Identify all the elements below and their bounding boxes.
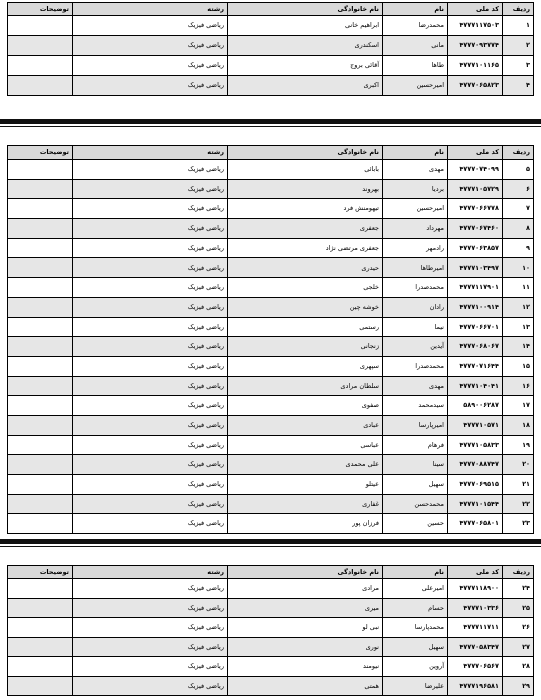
- cell-major: ریاضی فیزیک: [73, 160, 228, 180]
- cell-notes: [8, 618, 73, 638]
- cell-family: میری: [228, 598, 383, 618]
- table-header-row: [8, 3, 534, 16]
- table-row: [8, 317, 534, 337]
- cell-family: بهروند: [228, 179, 383, 199]
- page-divider: [0, 119, 541, 124]
- cell-row-number: ۷: [503, 199, 534, 219]
- cell-notes: [8, 676, 73, 696]
- cell-national-id: ۴۷۷۷۰۹۳۷۷۴: [448, 36, 503, 56]
- cell-family: عیتلو: [228, 475, 383, 495]
- cell-national-id: ۴۷۷۷۰۶۷۴۶۰: [448, 219, 503, 239]
- table-row: [8, 415, 534, 435]
- cell-major: ریاضی فیزیک: [73, 36, 228, 56]
- cell-name: مانی: [383, 36, 448, 56]
- cell-name: بردیا: [383, 179, 448, 199]
- roster-table-1: [7, 2, 534, 96]
- cell-national-id: ۴۷۷۷۱۱۷۹۰۱: [448, 278, 503, 298]
- cell-row-number: ۲۶: [503, 618, 534, 638]
- cell-major: ریاضی فیزیک: [73, 475, 228, 495]
- table-row: [8, 16, 534, 36]
- cell-notes: [8, 317, 73, 337]
- cell-notes: [8, 160, 73, 180]
- cell-family: تیهومنش فرد: [228, 199, 383, 219]
- table-row: [8, 297, 534, 317]
- cell-notes: [8, 356, 73, 376]
- cell-national-id: ۴۷۷۷۱۱۷۵۰۳: [448, 16, 503, 36]
- cell-national-id: ۴۷۷۷۰۷۱۶۴۴: [448, 356, 503, 376]
- cell-name: امیرحسین: [383, 76, 448, 96]
- cell-major: ریاضی فیزیک: [73, 618, 228, 638]
- cell-notes: [8, 475, 73, 495]
- table-body: [8, 160, 534, 534]
- cell-family: رستمی: [228, 317, 383, 337]
- table-row: [8, 258, 534, 278]
- cell-family: خوشه چین: [228, 297, 383, 317]
- cell-name: سهیل: [383, 637, 448, 657]
- cell-major: ریاضی فیزیک: [73, 278, 228, 298]
- cell-row-number: ۲۷: [503, 637, 534, 657]
- table-row: [8, 356, 534, 376]
- header-row-number: ردیف: [503, 146, 534, 160]
- cell-family: همتی: [228, 676, 383, 696]
- cell-major: ریاضی فیزیک: [73, 396, 228, 416]
- cell-family: عبادی: [228, 415, 383, 435]
- cell-family: آقائی بروج: [228, 56, 383, 76]
- cell-notes: [8, 435, 73, 455]
- cell-major: ریاضی فیزیک: [73, 455, 228, 475]
- cell-national-id: ۴۷۷۷۰۶۶۷۰۱: [448, 317, 503, 337]
- cell-row-number: ۶: [503, 179, 534, 199]
- cell-family: عباسی: [228, 435, 383, 455]
- header-family: نام خانوادگی: [228, 146, 383, 160]
- cell-major: ریاضی فیزیک: [73, 494, 228, 514]
- cell-major: ریاضی فیزیک: [73, 356, 228, 376]
- cell-major: ریاضی فیزیک: [73, 179, 228, 199]
- cell-name: محمدحسن: [383, 494, 448, 514]
- cell-row-number: ۱۰: [503, 258, 534, 278]
- header-national-id: کد ملی: [448, 566, 503, 579]
- cell-family: بابائی: [228, 160, 383, 180]
- cell-national-id: ۴۷۷۷۱۰۳۳۶: [448, 598, 503, 618]
- cell-name: محمدصدرا: [383, 278, 448, 298]
- cell-notes: [8, 56, 73, 76]
- cell-row-number: ۱۷: [503, 396, 534, 416]
- cell-name: طاها: [383, 56, 448, 76]
- cell-row-number: ۱۳: [503, 317, 534, 337]
- table-row: [8, 514, 534, 534]
- cell-notes: [8, 494, 73, 514]
- cell-major: ریاضی فیزیک: [73, 579, 228, 599]
- cell-row-number: ۳: [503, 56, 534, 76]
- cell-name: امیرطاها: [383, 258, 448, 278]
- cell-major: ریاضی فیزیک: [73, 657, 228, 677]
- header-notes: توضیحات: [8, 3, 73, 16]
- cell-national-id: ۴۷۷۷۱۹۶۵۸۱: [448, 676, 503, 696]
- cell-name: آیدین: [383, 337, 448, 357]
- header-major: رشته: [73, 566, 228, 579]
- table-row: [8, 579, 534, 599]
- cell-name: سینا: [383, 455, 448, 475]
- table-row: [8, 179, 534, 199]
- cell-national-id: ۴۷۷۷۱۰۱۵۴۴: [448, 494, 503, 514]
- cell-national-id: ۴۷۷۷۱۰۵۷۱: [448, 415, 503, 435]
- cell-notes: [8, 219, 73, 239]
- cell-major: ریاضی فیزیک: [73, 258, 228, 278]
- header-national-id: کد ملی: [448, 3, 503, 16]
- cell-name: حسام: [383, 598, 448, 618]
- cell-row-number: ۵: [503, 160, 534, 180]
- cell-family: مرادی: [228, 579, 383, 599]
- cell-national-id: ۴۷۷۷۰۵۸۳۴۷: [448, 637, 503, 657]
- cell-family: زنجانی: [228, 337, 383, 357]
- table-row: [8, 160, 534, 180]
- table-row: [8, 337, 534, 357]
- cell-major: ریاضی فیزیک: [73, 598, 228, 618]
- cell-family: غفاری: [228, 494, 383, 514]
- header-name: نام: [383, 566, 448, 579]
- cell-family: سپهری: [228, 356, 383, 376]
- cell-row-number: ۲۱: [503, 475, 534, 495]
- cell-name: امیرپارسا: [383, 415, 448, 435]
- table-row: [8, 598, 534, 618]
- cell-family: جعفری: [228, 219, 383, 239]
- cell-national-id: ۴۷۷۷۱۱۸۹۰۰: [448, 579, 503, 599]
- cell-family: ابراهیم خانی: [228, 16, 383, 36]
- cell-national-id: ۴۷۷۷۱۰۰۹۱۴: [448, 297, 503, 317]
- table-row: [8, 376, 534, 396]
- cell-row-number: ۱۶: [503, 376, 534, 396]
- cell-row-number: ۱۵: [503, 356, 534, 376]
- table-row: [8, 278, 534, 298]
- table-header-row: [8, 146, 534, 160]
- cell-family: علی محمدی: [228, 455, 383, 475]
- cell-national-id: ۴۷۷۷۱۰۵۷۲۹: [448, 179, 503, 199]
- cell-family: خلجی: [228, 278, 383, 298]
- cell-national-id: ۵۸۹۰۰۶۲۸۷: [448, 396, 503, 416]
- header-major: رشته: [73, 3, 228, 16]
- header-row-number: ردیف: [503, 566, 534, 579]
- cell-name: سهیل: [383, 475, 448, 495]
- cell-row-number: ۱۲: [503, 297, 534, 317]
- header-row-number: ردیف: [503, 3, 534, 16]
- cell-name: علیرضا: [383, 676, 448, 696]
- cell-national-id: ۴۷۷۷۰۶۵۶۷: [448, 657, 503, 677]
- cell-notes: [8, 199, 73, 219]
- cell-notes: [8, 514, 73, 534]
- cell-notes: [8, 337, 73, 357]
- cell-notes: [8, 297, 73, 317]
- cell-notes: [8, 598, 73, 618]
- cell-row-number: ۱۱: [503, 278, 534, 298]
- cell-row-number: ۱۴: [503, 337, 534, 357]
- cell-national-id: ۴۷۷۷۰۶۵۸۲۳: [448, 76, 503, 96]
- table-row: [8, 219, 534, 239]
- table-body: [8, 579, 534, 696]
- cell-family: اسکندری: [228, 36, 383, 56]
- page-divider-thin: [0, 126, 541, 127]
- table-row: [8, 657, 534, 677]
- cell-major: ریاضی فیزیک: [73, 76, 228, 96]
- cell-national-id: ۴۷۷۷۰۷۴۰۹۹: [448, 160, 503, 180]
- cell-national-id: ۴۷۷۷۰۶۳۸۵۷: [448, 238, 503, 258]
- cell-national-id: ۴۷۷۷۰۶۹۵۱۵: [448, 475, 503, 495]
- page-divider: [0, 539, 541, 544]
- cell-notes: [8, 258, 73, 278]
- cell-notes: [8, 36, 73, 56]
- cell-row-number: ۴: [503, 76, 534, 96]
- cell-name: مهدی: [383, 160, 448, 180]
- cell-row-number: ۲: [503, 36, 534, 56]
- roster-table-3: [7, 565, 534, 696]
- cell-family: جعفری مرتضی نژاد: [228, 238, 383, 258]
- cell-name: امیرحسین: [383, 199, 448, 219]
- cell-family: فرزان پور: [228, 514, 383, 534]
- cell-row-number: ۲۸: [503, 657, 534, 677]
- cell-name: مهرداد: [383, 219, 448, 239]
- cell-family: صفوی: [228, 396, 383, 416]
- cell-major: ریاضی فیزیک: [73, 337, 228, 357]
- cell-national-id: ۴۷۷۷۰۶۵۸۰۱: [448, 514, 503, 534]
- header-family: نام خانوادگی: [228, 566, 383, 579]
- table-body: [8, 16, 534, 96]
- cell-major: ریاضی فیزیک: [73, 317, 228, 337]
- cell-name: مهدی: [383, 376, 448, 396]
- cell-national-id: ۴۷۷۷۱۰۵۸۳۳: [448, 435, 503, 455]
- cell-row-number: ۲۰: [503, 455, 534, 475]
- header-name: نام: [383, 146, 448, 160]
- cell-major: ریاضی فیزیک: [73, 199, 228, 219]
- cell-row-number: ۲۵: [503, 598, 534, 618]
- cell-major: ریاضی فیزیک: [73, 376, 228, 396]
- cell-notes: [8, 396, 73, 416]
- cell-national-id: ۴۷۷۷۱۰۱۱۶۵: [448, 56, 503, 76]
- cell-major: ریاضی فیزیک: [73, 415, 228, 435]
- cell-notes: [8, 455, 73, 475]
- table-row: [8, 435, 534, 455]
- cell-name: امیرعلی: [383, 579, 448, 599]
- table-row: [8, 199, 534, 219]
- table-row: [8, 618, 534, 638]
- cell-notes: [8, 376, 73, 396]
- cell-major: ریاضی فیزیک: [73, 637, 228, 657]
- cell-row-number: ۲۳: [503, 514, 534, 534]
- cell-name: محمدپارسا: [383, 618, 448, 638]
- cell-notes: [8, 415, 73, 435]
- cell-major: ریاضی فیزیک: [73, 514, 228, 534]
- cell-name: نیما: [383, 317, 448, 337]
- table-row: [8, 36, 534, 56]
- cell-notes: [8, 657, 73, 677]
- cell-national-id: ۴۷۷۷۱۰۴۰۴۱: [448, 376, 503, 396]
- cell-notes: [8, 16, 73, 36]
- cell-major: ریاضی فیزیک: [73, 297, 228, 317]
- header-notes: توضیحات: [8, 146, 73, 160]
- table-header-row: [8, 566, 534, 579]
- cell-notes: [8, 179, 73, 199]
- cell-major: ریاضی فیزیک: [73, 435, 228, 455]
- table-row: [8, 238, 534, 258]
- cell-family: نوری: [228, 637, 383, 657]
- page-divider-thin: [0, 546, 541, 547]
- cell-row-number: ۱۸: [503, 415, 534, 435]
- cell-major: ریاضی فیزیک: [73, 219, 228, 239]
- cell-national-id: ۴۷۷۷۰۶۶۷۷۸: [448, 199, 503, 219]
- cell-national-id: ۴۷۷۷۰۶۸۰۶۷: [448, 337, 503, 357]
- cell-notes: [8, 579, 73, 599]
- cell-name: رادمهر: [383, 238, 448, 258]
- header-national-id: کد ملی: [448, 146, 503, 160]
- table-row: [8, 676, 534, 696]
- header-notes: توضیحات: [8, 566, 73, 579]
- header-name: نام: [383, 3, 448, 16]
- cell-name: سیدمحمد: [383, 396, 448, 416]
- cell-row-number: ۹: [503, 238, 534, 258]
- cell-family: سلطان مرادی: [228, 376, 383, 396]
- table-row: [8, 494, 534, 514]
- header-family: نام خانوادگی: [228, 3, 383, 16]
- cell-row-number: ۱۹: [503, 435, 534, 455]
- cell-row-number: ۲۴: [503, 579, 534, 599]
- cell-family: نبی لو: [228, 618, 383, 638]
- cell-name: محمدصدرا: [383, 356, 448, 376]
- roster-table-2: [7, 145, 534, 534]
- cell-major: ریاضی فیزیک: [73, 56, 228, 76]
- table-row: [8, 396, 534, 416]
- cell-major: ریاضی فیزیک: [73, 676, 228, 696]
- cell-row-number: ۱: [503, 16, 534, 36]
- cell-name: حسین: [383, 514, 448, 534]
- table-row: [8, 76, 534, 96]
- cell-notes: [8, 637, 73, 657]
- cell-national-id: ۴۷۷۷۱۰۳۴۹۷: [448, 258, 503, 278]
- cell-name: آروین: [383, 657, 448, 677]
- table-row: [8, 455, 534, 475]
- cell-national-id: ۴۷۷۷۰۸۸۷۴۷: [448, 455, 503, 475]
- cell-row-number: ۲۲: [503, 494, 534, 514]
- cell-family: نیومند: [228, 657, 383, 677]
- cell-name: محمدرضا: [383, 16, 448, 36]
- cell-row-number: ۲۹: [503, 676, 534, 696]
- cell-name: رادان: [383, 297, 448, 317]
- cell-name: فرهام: [383, 435, 448, 455]
- table-row: [8, 475, 534, 495]
- cell-family: حیدری: [228, 258, 383, 278]
- cell-national-id: ۴۷۷۷۱۱۷۱۱: [448, 618, 503, 638]
- cell-notes: [8, 76, 73, 96]
- header-major: رشته: [73, 146, 228, 160]
- table-row: [8, 56, 534, 76]
- cell-notes: [8, 278, 73, 298]
- cell-major: ریاضی فیزیک: [73, 16, 228, 36]
- cell-family: اکبری: [228, 76, 383, 96]
- cell-row-number: ۸: [503, 219, 534, 239]
- cell-notes: [8, 238, 73, 258]
- cell-major: ریاضی فیزیک: [73, 238, 228, 258]
- table-row: [8, 637, 534, 657]
